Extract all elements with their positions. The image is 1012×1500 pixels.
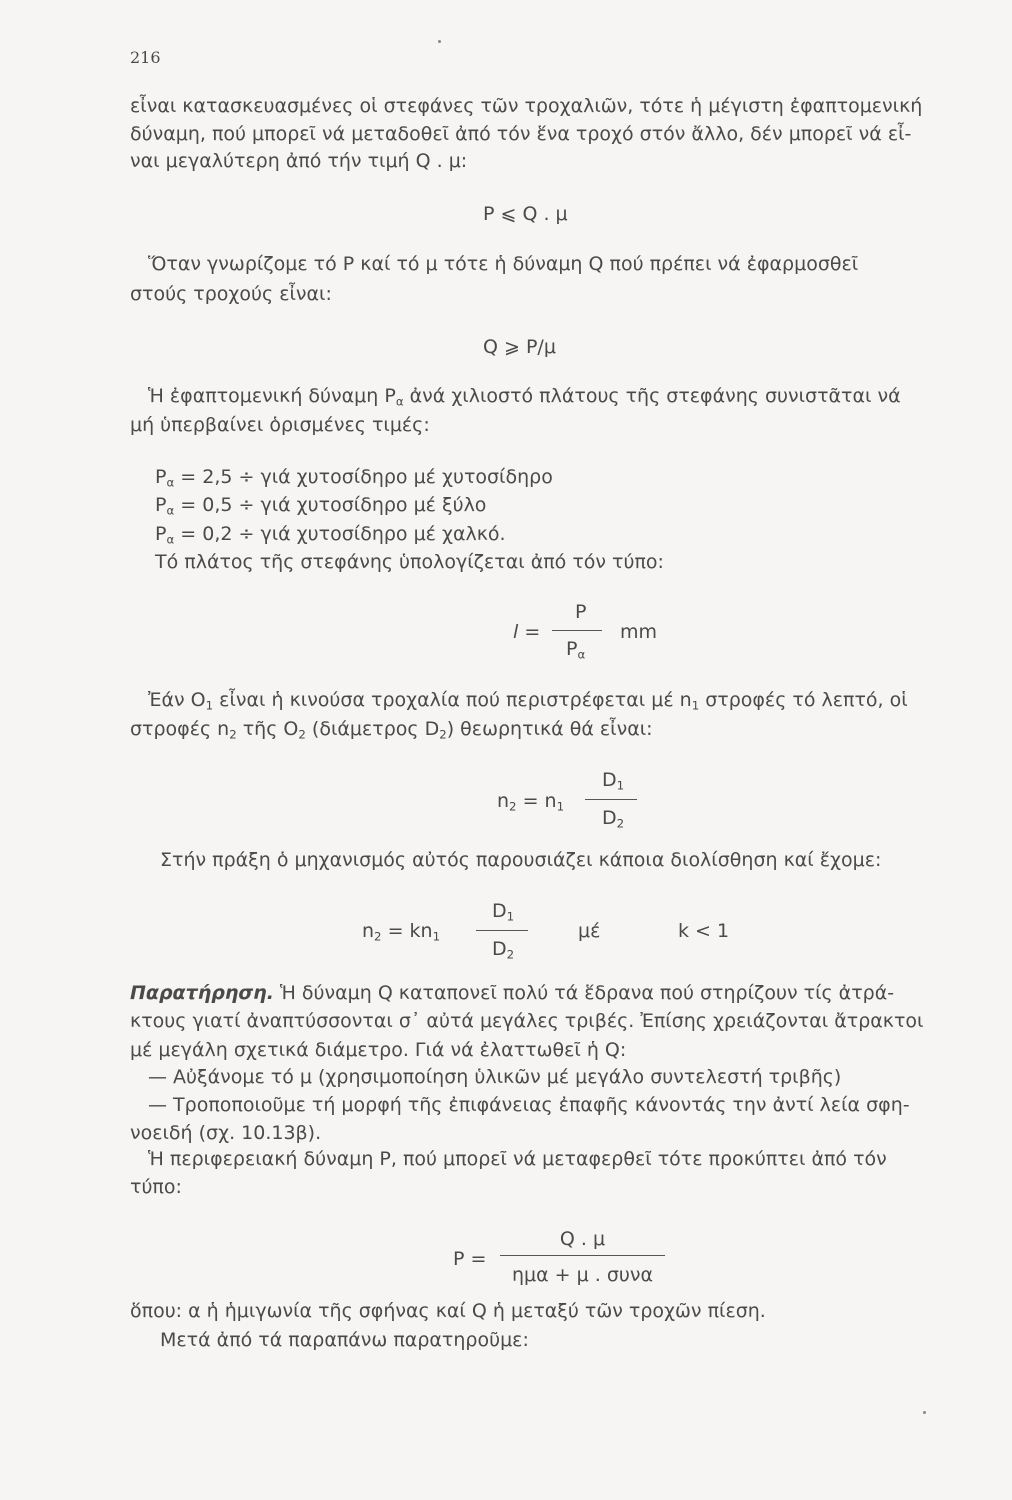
eq3-numerator: P [575,601,587,623]
para-5-line-1: Ἐάν $O_1$ εἶναι ἡ κινούσα τροχαλία πού περιστρέφεται μέ $n_1$ στροφές τό λεπτό, οἱ [148,689,908,713]
eq3-fraction-bar [552,630,602,631]
para-1-line-1: εἶναι κατασκευασμένες οἱ στεφάνες τῶν τροχαλιῶν, τότε ἡ μέγιστη ἐφαπτομενική [130,95,923,117]
para-6: Στήν πράξη ὁ μηχανισμός αὐτός παρουσιάζει κάποια διολίσθηση καί ἔχομε: [160,849,882,871]
para-1-line-3: ναι μεγαλύτερη ἀπό τήν τιμή Q . μ: [130,150,468,172]
eq6-numerator: Q . μ [559,1228,606,1250]
speck [438,40,441,43]
eq3-denominator: $P_\alpha$ [566,638,586,662]
para-3-line-1: Ἡ ἐφαπτομενική δύναμη $P_\alpha$ ἀνά χιλιοστό πλάτους τῆς στεφάνης συνιστᾶται νά [148,385,901,409]
eq5-word: μέ [578,920,601,942]
value-line-1: $P_\alpha = 2,5 \div \gamma\iota ά$ χυτοσίδηρο μέ χυτοσίδηρο [155,466,553,490]
eq3-lhs: l = [513,621,541,643]
para-5-line-2: στροφές $n_2$ τῆς $O_2$ (διάμετρος $D_2$) θεωρητικά θά εἶναι: [130,718,653,742]
para-8-line-1: Ἡ περιφερειακή δύναμη P, πού μπορεῖ νά μεταφερθεῖ τότε προκύπτει ἀπό τόν [148,1148,887,1170]
para-2-line-1: Ὅταν γνωρίζομε τό P καί τό μ τότε ἡ δύναμη Q πού πρέπει νά ἐφαρμοσθεῖ [148,253,859,275]
para-7-line-2: κτους γιατί ἀναπτύσσονται σ᾽ αὐτά μεγάλες τριβές. Ἐπίσης χρειάζονται ἄτρακτοι [130,1010,924,1032]
para-9: ὅπου: α ἡ ἡμιγωνία τῆς σφήνας καί Q ἡ μεταξύ τῶν τροχῶν πίεση. [130,1300,766,1322]
para-3-line-2: μή ὑπερβαίνει ὁρισμένες τιμές: [130,414,430,436]
eq6-denominator: ημα + μ . συνα [511,1264,654,1286]
para-7-line-3: μέ μεγάλη σχετικά διάμετρο. Γιά νά ἐλαττωθεῖ ἡ Q: [130,1039,627,1061]
para-4: Τό πλάτος τῆς στεφάνης ὑπολογίζεται ἀπό τόν τύπο: [155,551,664,573]
para-8-line-2: τύπο: [130,1176,182,1198]
value-line-2: $P_\alpha = 0,5 \div \gamma\iota ά$ χυτοσίδηρο μέ ξύλο [155,494,487,518]
eq5-fraction-bar [476,930,528,931]
para-10: Μετά ἀπό τά παραπάνω παρατηροῦμε: [160,1329,529,1351]
eq4-lhs: $n_2 = n_1$ [497,790,565,814]
para-7-line-5: — Τροποποιοῦμε τή μορφή τῆς ἐπιφάνειας ἐπαφῆς κάνοντάς την ἀντί λεία σφη- [148,1094,910,1116]
value-line-3: $P_\alpha = 0,2 \div \gamma\iota ά$ χυτοσίδηρο μέ χαλκό. [155,523,506,547]
eq4-denominator: $D_2$ [602,807,625,831]
equation-1: P ⩽ Q . μ [483,203,568,225]
eq6-fraction-bar [500,1255,665,1256]
para-7-line-6: νοειδή (σχ. 10.13β). [130,1122,322,1144]
remark-label: Παρατήρηση. [130,982,274,1004]
page-number: 216 [130,48,161,67]
eq5-denominator: $D_2$ [492,938,515,962]
eq4-fraction-bar [585,799,637,800]
eq4-numerator: $D_1$ [602,769,625,793]
para-1-line-2: δύναμη, πού μπορεῖ νά μεταδοθεῖ ἀπό τόν ἕνα τροχό στόν ἄλλο, δέν μπορεῖ νά εἶ- [130,123,912,145]
eq5-numerator: $D_1$ [492,900,515,924]
eq6-lhs: P = [453,1248,487,1270]
para-2-line-2: στούς τροχούς εἶναι: [130,283,332,305]
para-7-line-4: — Αὐξάνομε τό μ (χρησιμοποίηση ὑλικῶν μέ μεγάλο συντελεστή τριβῆς) [148,1066,842,1088]
speck [923,1411,926,1414]
eq5-condition: k < 1 [678,920,730,942]
equation-2: Q ⩾ P/μ [483,336,556,358]
para-7-line-1: Παρατήρηση. Ἡ δύναμη Q καταπονεῖ πολύ τά ἕδρανα πού στηρίζουν τίς ἀτρά- [130,982,895,1004]
eq5-lhs: $n_2 = kn_1$ [362,920,441,944]
eq3-unit: mm [620,621,658,643]
